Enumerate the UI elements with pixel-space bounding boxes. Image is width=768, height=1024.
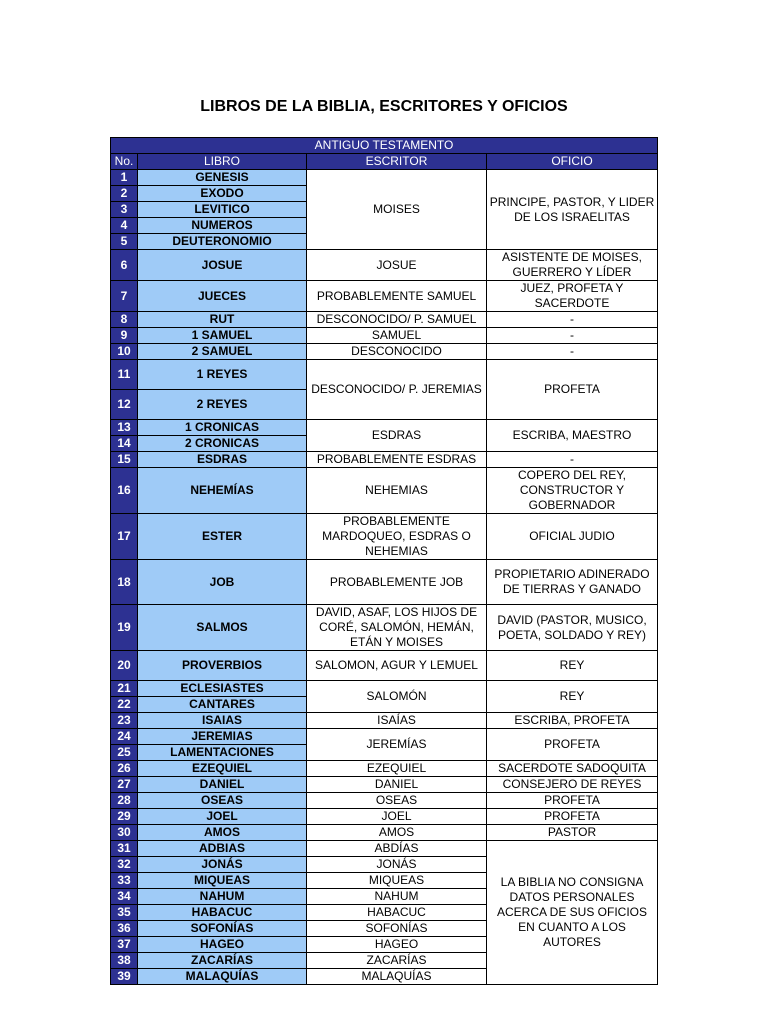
job-cell: PROFETA xyxy=(487,729,658,761)
writer-cell: AMOS xyxy=(307,825,487,841)
book-number: 36 xyxy=(111,921,138,937)
writer-cell: DESCONOCIDO xyxy=(307,344,487,360)
book-name: 1 REYES xyxy=(138,360,307,390)
book-name: JOSUE xyxy=(138,250,307,281)
book-name: GENESIS xyxy=(138,170,307,186)
table-row xyxy=(111,360,658,390)
writer-cell: HABACUC xyxy=(307,905,487,921)
page-title: LIBROS DE LA BIBLIA, ESCRITORES Y OFICIOS xyxy=(200,98,568,115)
book-number: 8 xyxy=(111,312,138,328)
table-row xyxy=(111,605,658,651)
book-name: SALMOS xyxy=(138,605,307,651)
writer-cell: ABDÍAS xyxy=(307,841,487,857)
book-number: 29 xyxy=(111,809,138,825)
col-header-book: LIBRO xyxy=(138,154,307,170)
table-row xyxy=(111,250,658,281)
book-number: 11 xyxy=(111,360,138,390)
col-header-no: No. xyxy=(111,154,138,170)
table-row xyxy=(111,681,658,697)
book-name: SOFONÍAS xyxy=(138,921,307,937)
table-body xyxy=(111,170,658,985)
book-name: HAGEO xyxy=(138,937,307,953)
book-name: JONÁS xyxy=(138,857,307,873)
job-cell: COPERO DEL REY, CONSTRUCTOR Y GOBERNADOR xyxy=(487,468,658,514)
job-cell: JUEZ, PROFETA Y SACERDOTE xyxy=(487,281,658,312)
book-name: ESDRAS xyxy=(138,452,307,468)
section-header: ANTIGUO TESTAMENTO xyxy=(111,138,658,154)
table-row xyxy=(111,312,658,328)
writer-cell: ESDRAS xyxy=(307,420,487,452)
job-cell: PROFETA xyxy=(487,360,658,420)
book-number: 35 xyxy=(111,905,138,921)
table-row xyxy=(111,468,658,514)
writer-cell: ISAÍAS xyxy=(307,713,487,729)
book-name: LEVITICO xyxy=(138,202,307,218)
writer-cell: JEREMÍAS xyxy=(307,729,487,761)
writer-cell: SALOMON, AGUR Y LEMUEL xyxy=(307,651,487,681)
writer-cell: ZACARÍAS xyxy=(307,953,487,969)
writer-cell: EZEQUIEL xyxy=(307,761,487,777)
book-name: 2 CRONICAS xyxy=(138,436,307,452)
job-cell: PROFETA xyxy=(487,809,658,825)
job-cell: CONSEJERO DE REYES xyxy=(487,777,658,793)
writer-cell: PROBABLEMENTE JOB xyxy=(307,560,487,605)
book-number: 20 xyxy=(111,651,138,681)
col-header-job: OFICIO xyxy=(487,154,658,170)
writer-cell: SOFONÍAS xyxy=(307,921,487,937)
book-name: EZEQUIEL xyxy=(138,761,307,777)
table-row xyxy=(111,514,658,560)
book-number: 25 xyxy=(111,745,138,761)
table-row xyxy=(111,281,658,312)
book-name: JOEL xyxy=(138,809,307,825)
writer-cell: DAVID, ASAF, LOS HIJOS DE CORÉ, SALOMÓN, HEMÁN, ETÁN Y MOISES xyxy=(307,605,487,651)
book-name: OSEAS xyxy=(138,793,307,809)
book-number: 19 xyxy=(111,605,138,651)
job-cell: - xyxy=(487,312,658,328)
book-number: 10 xyxy=(111,344,138,360)
table-row xyxy=(111,420,658,436)
job-cell: LA BIBLIA NO CONSIGNA DATOS PERSONALES ACERCA DE SUS OFICIOS EN CUANTO A LOS AUTORES xyxy=(487,841,658,985)
table-row xyxy=(111,825,658,841)
book-name: NUMEROS xyxy=(138,218,307,234)
book-name: ESTER xyxy=(138,514,307,560)
book-number: 39 xyxy=(111,969,138,985)
job-cell: REY xyxy=(487,681,658,713)
book-number: 3 xyxy=(111,202,138,218)
job-cell: PROPIETARIO ADINERADO DE TIERRAS Y GANADO xyxy=(487,560,658,605)
writer-cell: DESCONOCIDO/ P. SAMUEL xyxy=(307,312,487,328)
book-name: RUT xyxy=(138,312,307,328)
book-name: LAMENTACIONES xyxy=(138,745,307,761)
table-row xyxy=(111,809,658,825)
book-number: 5 xyxy=(111,234,138,250)
book-number: 14 xyxy=(111,436,138,452)
writer-cell: DANIEL xyxy=(307,777,487,793)
book-number: 12 xyxy=(111,390,138,420)
book-name: MALAQUÍAS xyxy=(138,969,307,985)
writer-cell: DESCONOCIDO/ P. JEREMIAS xyxy=(307,360,487,420)
book-name: DEUTERONOMIO xyxy=(138,234,307,250)
table-row xyxy=(111,452,658,468)
book-name: ADBIAS xyxy=(138,841,307,857)
writer-cell: PROBABLEMENTE MARDOQUEO, ESDRAS O NEHEMIAS xyxy=(307,514,487,560)
book-name: CANTARES xyxy=(138,697,307,713)
job-cell: - xyxy=(487,328,658,344)
book-name: 1 CRONICAS xyxy=(138,420,307,436)
writer-cell: JOEL xyxy=(307,809,487,825)
writer-cell: MOISES xyxy=(307,170,487,250)
book-name: 2 REYES xyxy=(138,390,307,420)
book-number: 24 xyxy=(111,729,138,745)
writer-cell: OSEAS xyxy=(307,793,487,809)
table-row xyxy=(111,560,658,605)
book-name: JOB xyxy=(138,560,307,605)
job-cell: PROFETA xyxy=(487,793,658,809)
writer-cell: SAMUEL xyxy=(307,328,487,344)
writer-cell: HAGEO xyxy=(307,937,487,953)
book-number: 17 xyxy=(111,514,138,560)
job-cell: SACERDOTE SADOQUITA xyxy=(487,761,658,777)
book-number: 28 xyxy=(111,793,138,809)
book-name: JEREMIAS xyxy=(138,729,307,745)
writer-cell: JONÁS xyxy=(307,857,487,873)
book-number: 31 xyxy=(111,841,138,857)
writer-cell: NEHEMIAS xyxy=(307,468,487,514)
book-number: 26 xyxy=(111,761,138,777)
table-row xyxy=(111,651,658,681)
book-name: PROVERBIOS xyxy=(138,651,307,681)
book-number: 16 xyxy=(111,468,138,514)
job-cell: - xyxy=(487,344,658,360)
table-row xyxy=(111,344,658,360)
book-number: 38 xyxy=(111,953,138,969)
book-number: 34 xyxy=(111,889,138,905)
book-number: 21 xyxy=(111,681,138,697)
book-name: NEHEMÍAS xyxy=(138,468,307,514)
book-name: ISAIAS xyxy=(138,713,307,729)
table-row xyxy=(111,713,658,729)
book-name: HABACUC xyxy=(138,905,307,921)
book-name: ECLESIASTES xyxy=(138,681,307,697)
job-cell: - xyxy=(487,452,658,468)
job-cell: DAVID (PASTOR, MUSICO, POETA, SOLDADO Y REY) xyxy=(487,605,658,651)
table-row xyxy=(111,170,658,186)
table-row xyxy=(111,841,658,857)
job-cell: PRINCIPE, PASTOR, Y LIDER DE LOS ISRAELITAS xyxy=(487,170,658,250)
book-number: 15 xyxy=(111,452,138,468)
job-cell: OFICIAL JUDIO xyxy=(487,514,658,560)
book-number: 7 xyxy=(111,281,138,312)
book-name: 1 SAMUEL xyxy=(138,328,307,344)
writer-cell: PROBABLEMENTE SAMUEL xyxy=(307,281,487,312)
book-number: 30 xyxy=(111,825,138,841)
book-number: 13 xyxy=(111,420,138,436)
book-number: 1 xyxy=(111,170,138,186)
book-number: 6 xyxy=(111,250,138,281)
book-number: 27 xyxy=(111,777,138,793)
book-name: AMOS xyxy=(138,825,307,841)
book-number: 33 xyxy=(111,873,138,889)
book-number: 23 xyxy=(111,713,138,729)
book-name: JUECES xyxy=(138,281,307,312)
writer-cell: SALOMÓN xyxy=(307,681,487,713)
job-cell: REY xyxy=(487,651,658,681)
writer-cell: MALAQUÍAS xyxy=(307,969,487,985)
table-row xyxy=(111,729,658,745)
job-cell: ESCRIBA, MAESTRO xyxy=(487,420,658,452)
book-number: 22 xyxy=(111,697,138,713)
book-number: 9 xyxy=(111,328,138,344)
table-row xyxy=(111,761,658,777)
writer-cell: MIQUEAS xyxy=(307,873,487,889)
writer-cell: JOSUE xyxy=(307,250,487,281)
book-name: MIQUEAS xyxy=(138,873,307,889)
book-name: DANIEL xyxy=(138,777,307,793)
book-number: 32 xyxy=(111,857,138,873)
table-row xyxy=(111,793,658,809)
col-header-writer: ESCRITOR xyxy=(307,154,487,170)
book-name: 2 SAMUEL xyxy=(138,344,307,360)
book-name: ZACARÍAS xyxy=(138,953,307,969)
table-row xyxy=(111,328,658,344)
book-number: 4 xyxy=(111,218,138,234)
writer-cell: NAHUM xyxy=(307,889,487,905)
job-cell: ESCRIBA, PROFETA xyxy=(487,713,658,729)
writer-cell: PROBABLEMENTE ESDRAS xyxy=(307,452,487,468)
job-cell: PASTOR xyxy=(487,825,658,841)
job-cell: ASISTENTE DE MOISES, GUERRERO Y LÍDER xyxy=(487,250,658,281)
book-number: 2 xyxy=(111,186,138,202)
book-number: 37 xyxy=(111,937,138,953)
table-row xyxy=(111,777,658,793)
books-table xyxy=(110,137,658,985)
book-number: 18 xyxy=(111,560,138,605)
book-name: EXODO xyxy=(138,186,307,202)
book-name: NAHUM xyxy=(138,889,307,905)
